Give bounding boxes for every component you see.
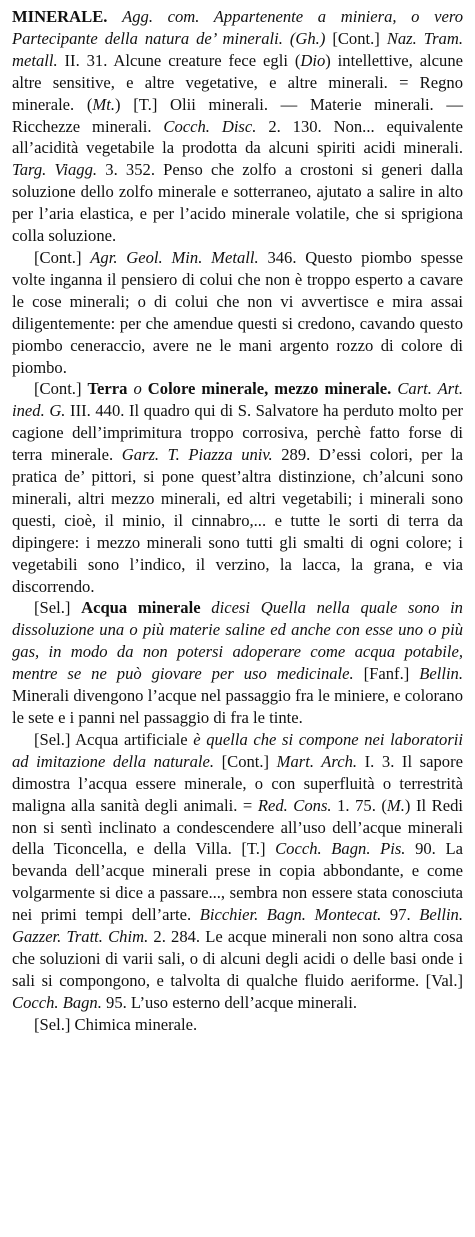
text-segment: Bellin. Gazzer. Tratt. Chim. <box>12 905 463 947</box>
text-segment: [Cont.] <box>325 28 387 48</box>
text-segment: 1. 75. ( <box>331 795 387 815</box>
text-segment: I. 3. Il sapore dimostra l’acqua essere minerale, o con superfluità o terrestrità maligna alla sanità degli animali. = <box>12 751 463 815</box>
text-segment: Cart. Art. ined. G. <box>12 379 463 421</box>
text-segment: II. 31. Alcune creature fece egli ( <box>57 50 301 70</box>
text-segment: Colore minerale, mezzo minerale. <box>141 379 392 399</box>
text-segment: Agr. Geol. Min. Metall. <box>90 247 259 267</box>
text-segment: Cocch. Disc. <box>163 116 257 136</box>
text-segment: Acqua minerale <box>81 598 201 618</box>
text-segment: [Cont.] <box>34 379 88 399</box>
text-segment: 3. 352. Penso che zolfo a crostoni si generi dalla soluzione dello zolfo minerale e sotterraneo, ajutato a salire in alto per l’aria elastica, e per l’acido minerale volatile, che si sprigiona colla soluzione. <box>12 160 463 246</box>
text-segment: M. <box>386 795 405 815</box>
text-segment: [Cont.] <box>214 751 277 771</box>
text-segment: [Sel.] <box>34 598 82 618</box>
text-segment: [Fanf.] <box>353 664 420 684</box>
entry-paragraph-cont-agr <box>12 247 463 378</box>
entry-paragraph-main <box>12 6 463 247</box>
text-segment: Minerali divengono l’acque nel passaggio fra le miniere, e colorano le sete e i panni nel passaggio di fra le tinte. <box>12 686 463 727</box>
text-segment: Mt. <box>92 94 116 114</box>
text-segment: è quella che si compone nei laboratorii ad imitazione della naturale. <box>12 729 464 771</box>
text-segment: ) intellettive, alcune altre sensitive, e altre vegetative, e altre minerali. = Regno minerale. ( <box>12 50 463 114</box>
text-segment: 2. 130. Non... equivalente all’acidità vegetabile la prodotta da alcuni spiriti acidi minerali. <box>12 116 463 158</box>
text-segment: [Sel.] Chimica minerale. <box>34 1014 198 1034</box>
entry-paragraph-chimica-minerale <box>12 1014 463 1036</box>
text-segment: Mart. Arch. <box>276 751 358 771</box>
text-segment: Agg. com. Appartenente a miniera, o vero Partecipante della natura de’ minerali. (Gh.) <box>12 7 463 48</box>
text-segment: Terra <box>87 379 134 399</box>
text-segment: 95. L’uso esterno dell’acque minerali. <box>101 992 358 1012</box>
text-segment: Targ. Viagg. <box>12 160 98 180</box>
text-segment: ) [T.] Olii minerali. — Materie minerali. — Ricchezze minerali. <box>12 94 463 136</box>
text-segment: III. 440. Il quadro qui di S. Salvatore ha perduto molto per cagione dell’imprimitura troppo corrosiva, perchè fatto forse di terra minerale. <box>12 401 463 465</box>
text-segment: o <box>133 379 142 399</box>
text-segment <box>107 7 122 26</box>
text-segment: Garz. T. Piazza univ. <box>121 445 273 465</box>
text-segment: [Sel.] Acqua artificiale <box>34 729 194 749</box>
text-segment: Bicchier. Bagn. Montecat. <box>199 905 382 925</box>
text-segment: Cocch. Bagn. <box>12 992 102 1012</box>
text-segment: ) Il Redi non si sentì inclinato a condescendere all’uso dell’acque minerali della Ticoncella, e della Villa. [T.] <box>12 795 463 859</box>
text-segment: MINERALE. <box>12 7 108 26</box>
text-segment <box>201 598 212 617</box>
entry-paragraph-terra-minerale <box>12 378 463 597</box>
text-segment: Cocch. Bagn. Pis. <box>275 839 406 859</box>
text-segment: 90. La bevanda dell’acque minerali prese in copia abbondante, e come volgarmente si dice a passare..., sembra non essere stata conosciuta nei primi tempi dell’arte. <box>12 839 463 925</box>
text-segment: dicesi Quella nella quale sono in dissoluzione una o più materie saline ed anche con esse uno o più gas, in modo da non potersi adoperare come acqua potabile, mentre se ne può giovare per uso medicinale. <box>12 598 463 684</box>
text-segment: 346. Questo piombo spesse volte inganna il pensiero di colui che non è troppo esperto a cavare le cose minerali; o di colui che non vi avvertisce e mira assai diligentemente: per che amendue questi si credono, cavando questo piombo ceneraccio, avere ne le mani argento rozzo di colore di piombo. <box>12 247 463 377</box>
text-segment: Dio <box>300 50 326 70</box>
entry-paragraph-acqua-artificiale <box>12 729 463 1014</box>
text-segment: [Cont.] <box>34 247 91 267</box>
text-segment: Naz. Tram. metall. <box>12 28 463 70</box>
entry-paragraph-acqua-minerale <box>12 597 463 728</box>
text-segment: 97. <box>381 905 420 925</box>
text-segment: 2. 284. Le acque minerali non sono altra cosa che soluzioni di varii sali, o di alcuni degli acidi o delle basi onde i sali si compongono, e talvolta di qualche fluido aeriforme. [Val.] <box>12 927 463 990</box>
text-segment: 289. D’essi colori, per la pratica de’ pittori, si pone quest’altra distinzione, ch’alcuni sono minerali, altri mezzo minerali, ed altri vegetabili; i minerali sono questi, cioè, il minio, il cinnabro,... e tutte le sorti di terra da dipingere: i mezzo minerali sono tutti gli smalti di ogni colore; i vegetabili sono l’indico, il verzino, la lacca, la grana, e via discorrendo. <box>12 445 463 596</box>
text-segment: Bellin. <box>419 664 463 684</box>
text-segment: Red. Cons. <box>257 795 332 815</box>
